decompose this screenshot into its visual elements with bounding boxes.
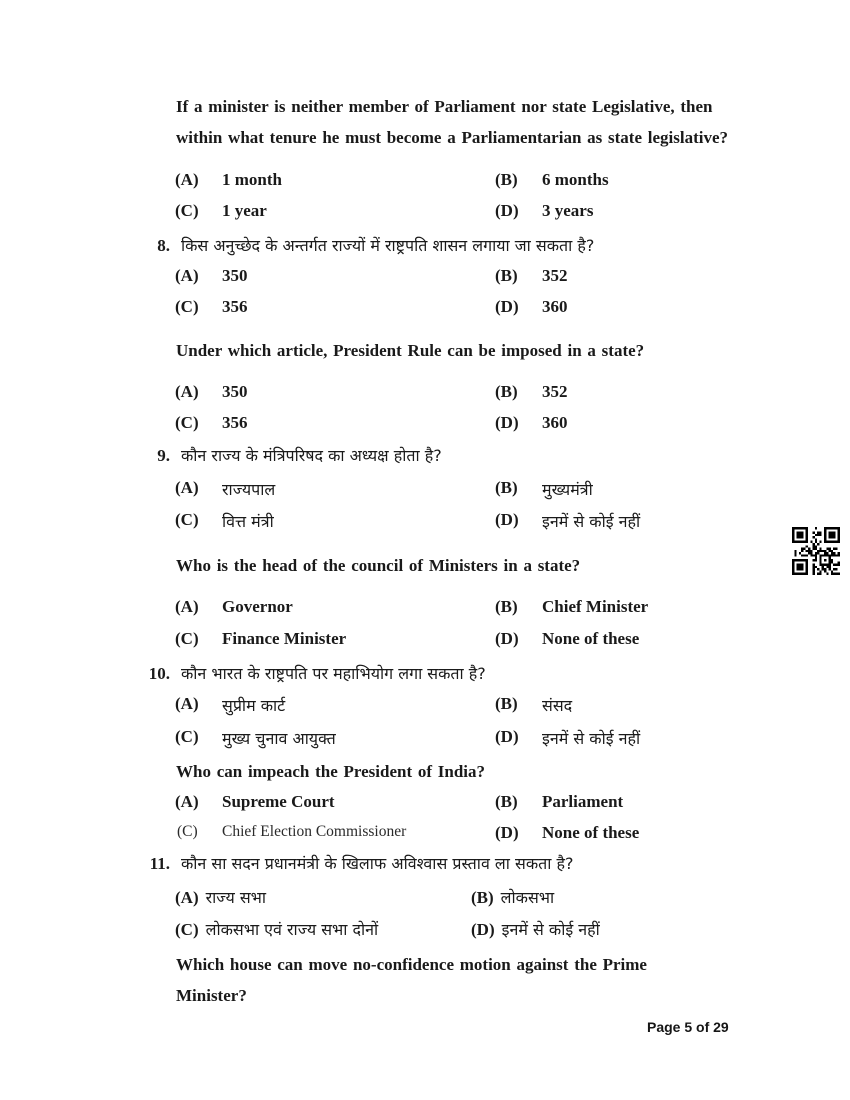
q11-english-line-1	[143, 955, 803, 982]
option-d	[471, 918, 600, 940]
option-text-a: सुप्रीम कार्ट	[222, 696, 286, 715]
option-text-d: इनमें से कोई नहीं	[501, 920, 600, 939]
option-letter-c: (C)	[175, 920, 199, 939]
question-text: Minister?	[176, 986, 247, 1005]
option-text-c: 356	[222, 297, 248, 316]
option-letter-d: (D)	[495, 413, 519, 432]
option-text-c: Finance Minister	[222, 629, 347, 648]
q8-hindi-question	[143, 234, 803, 261]
option-letter-a: (A)	[175, 478, 199, 497]
option-letter-c: (C)	[177, 823, 198, 840]
option-letter-b: (B)	[495, 792, 518, 811]
q11-english-line-2	[143, 986, 803, 1013]
option-letter-d: (D)	[495, 510, 519, 529]
option-letter-a: (A)	[175, 597, 199, 616]
option-text-c: Chief Election Commissioner	[222, 823, 407, 840]
option-text-a: 1 month	[222, 170, 282, 189]
question-text: कौन राज्य के मंत्रिपरिषद का अध्यक्ष होता है?	[181, 446, 442, 465]
q9-options-row-2	[143, 510, 803, 537]
option-letter-b: (B)	[495, 478, 518, 497]
q8-english-question	[143, 341, 803, 368]
option-letter-b: (B)	[495, 382, 518, 401]
option-letter-d: (D)	[495, 201, 519, 220]
option-letter-a: (A)	[175, 266, 199, 285]
q8-options-row-2	[143, 297, 803, 324]
option-text-c: 356	[222, 413, 248, 432]
q9-hindi-question	[143, 444, 803, 471]
option-text-d: 360	[542, 297, 568, 316]
option-text-b: 6 months	[542, 170, 609, 189]
q10-options-row-2	[143, 727, 803, 754]
option-letter-c: (C)	[175, 201, 199, 220]
q7-english-line-1	[143, 97, 803, 124]
option-letter-c: (C)	[175, 510, 199, 529]
question-text: Under which article, President Rule can be imposed in a state?	[176, 341, 645, 360]
option-letter-d: (D)	[471, 920, 495, 939]
option-text-d: इनमें से कोई नहीं	[542, 512, 641, 531]
question-text: कौन सा सदन प्रधानमंत्री के खिलाफ अविश्वास प्रस्ताव ला सकता है?	[181, 854, 574, 873]
option-text-d: None of these	[542, 629, 640, 648]
option-letter-a: (A)	[175, 888, 199, 907]
option-text-b: संसद	[542, 696, 573, 715]
question-text: किस अनुच्छेद के अन्तर्गत राज्यों में राष्ट्रपति शासन लगाया जा सकता है?	[181, 236, 595, 255]
option-text-b: लोकसभा	[500, 888, 555, 907]
question-number: 10.	[148, 664, 170, 683]
q11-options-row-2	[143, 918, 803, 945]
question-text: If a minister is neither member of Parliament nor state Legislative, then	[176, 97, 713, 116]
q11-options-row-1	[143, 886, 803, 913]
option-text-a: राज्यपाल	[222, 480, 276, 499]
option-text-c: 1 year	[222, 201, 267, 220]
q9-en-options-row-2	[143, 629, 803, 656]
option-b	[471, 886, 554, 908]
option-a	[175, 886, 266, 908]
option-letter-d: (D)	[495, 629, 519, 648]
option-text-a: 350	[222, 382, 248, 401]
option-letter-c: (C)	[175, 629, 199, 648]
option-text-a: Governor	[222, 597, 293, 616]
option-text-b: 352	[542, 382, 568, 401]
option-c	[175, 918, 378, 940]
question-number: 9.	[157, 446, 170, 465]
option-letter-a: (A)	[175, 382, 199, 401]
option-letter-b: (B)	[495, 170, 518, 189]
option-text-a: Supreme Court	[222, 792, 335, 811]
option-text-a: राज्य सभा	[205, 888, 267, 907]
option-text-a: 350	[222, 266, 248, 285]
option-text-b: Chief Minister	[542, 597, 649, 616]
option-letter-d: (D)	[495, 297, 519, 316]
option-letter-c: (C)	[175, 727, 199, 746]
q10-hindi-question	[143, 662, 803, 689]
q9-options-row-1	[143, 478, 803, 505]
option-letter-a: (A)	[175, 792, 199, 811]
option-text-c: वित्त मंत्री	[222, 512, 274, 531]
option-letter-c: (C)	[175, 413, 199, 432]
question-text: Who is the head of the council of Ministers in a state?	[176, 556, 581, 575]
q10-en-options-row-2	[143, 823, 803, 850]
option-text-b: मुख्यमंत्री	[542, 480, 593, 499]
question-number: 11.	[149, 854, 170, 873]
option-letter-a: (A)	[175, 170, 199, 189]
option-letter-b: (B)	[471, 888, 494, 907]
option-letter-a: (A)	[175, 694, 199, 713]
option-letter-b: (B)	[495, 266, 518, 285]
option-letter-b: (B)	[495, 694, 518, 713]
q8-options-row-1	[143, 266, 803, 293]
option-text-c: लोकसभा एवं राज्य सभा दोनों	[205, 920, 379, 939]
question-text: Who can impeach the President of India?	[176, 762, 486, 781]
question-text: कौन भारत के राष्ट्रपति पर महाभियोग लगा सकता है?	[181, 664, 486, 683]
option-letter-d: (D)	[495, 727, 519, 746]
option-text-d: इनमें से कोई नहीं	[542, 729, 641, 748]
page-number-footer: Page 5 of 29	[647, 1019, 729, 1035]
option-letter-c: (C)	[175, 297, 199, 316]
option-text-d: 360	[542, 413, 568, 432]
q11-hindi-question	[143, 852, 803, 879]
question-text: within what tenure he must become a Parliamentarian as state legislative?	[176, 128, 729, 147]
option-text-b: 352	[542, 266, 568, 285]
option-text-d: None of these	[542, 823, 640, 842]
option-letter-b: (B)	[495, 597, 518, 616]
q8-en-options-row-1	[143, 382, 803, 409]
q7-options-row-1	[143, 170, 803, 197]
q7-options-row-2	[143, 201, 803, 228]
question-number: 8.	[157, 236, 170, 255]
q10-options-row-1	[143, 694, 803, 721]
question-text: Which house can move no-confidence motion against the Prime	[176, 955, 647, 974]
option-letter-d: (D)	[495, 823, 519, 842]
q10-en-options-row-1	[143, 792, 803, 819]
option-text-d: 3 years	[542, 201, 594, 220]
q7-english-line-2	[143, 128, 803, 155]
option-text-b: Parliament	[542, 792, 624, 811]
q10-english-question	[143, 762, 803, 789]
option-text-c: मुख्य चुनाव आयुक्त	[222, 729, 336, 748]
q9-english-question	[143, 556, 803, 583]
q9-en-options-row-1	[143, 597, 803, 624]
q8-en-options-row-2	[143, 413, 803, 440]
